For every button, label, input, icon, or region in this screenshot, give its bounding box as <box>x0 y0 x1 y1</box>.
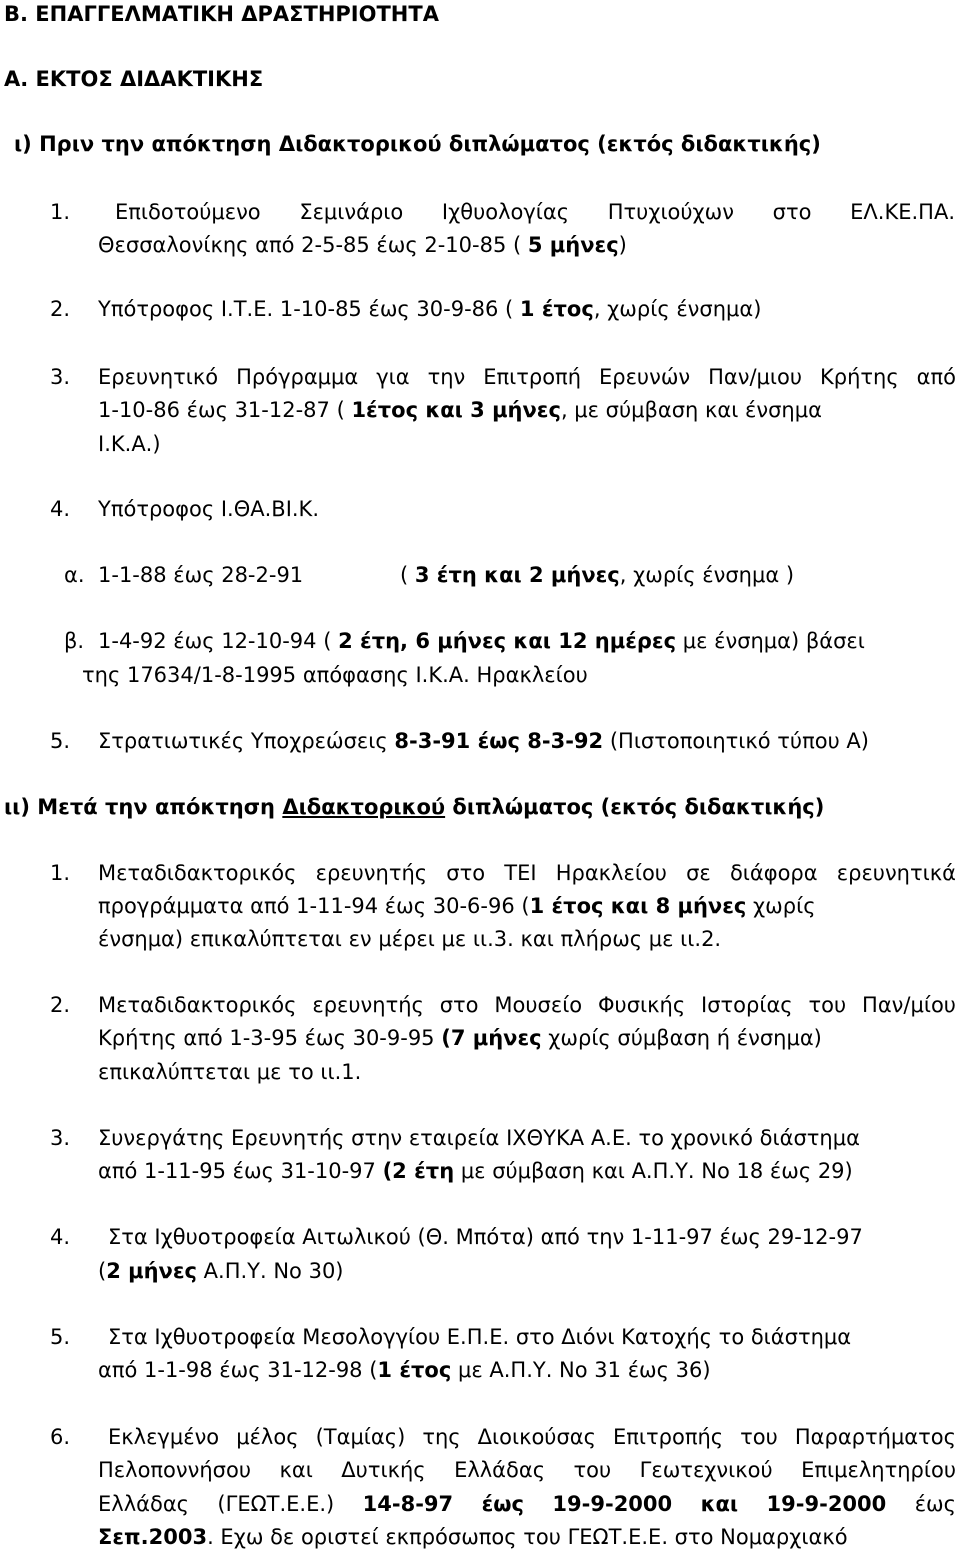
subitem-letter: α. <box>64 563 85 587</box>
item-line: Θεσσαλονίκης από 2-5-85 έως 2-10-85 ( 5 μήνες) <box>98 233 627 257</box>
word: Επιτροπής <box>612 1425 724 1449</box>
word: Γεωτεχνικού <box>639 1458 773 1482</box>
item-line: 1-1-88 έως 28-2-91 <box>98 563 304 587</box>
word: Ερευνών <box>598 365 691 389</box>
item-line: επικαλύπτεται με το ιι.1. <box>98 1060 362 1084</box>
item-number: 1. <box>50 200 71 224</box>
word: Πρόγραμμα <box>236 365 359 389</box>
item-line: 1-4-92 έως 12-10-94 ( 2 έτη, 6 μήνες και 12 ημέρες με ένσημα) βάσει <box>98 629 865 653</box>
section-heading-a: Α. ΕΚΤΟΣ ΔΙΔΑΚΤΙΚΗΣ <box>4 67 264 91</box>
word: Παν/μιου <box>708 365 803 389</box>
item-line: Συνεργάτης Ερευνητής στην εταιρεία ΙΧΘΥΚΑ Α.Ε. το χρονικό διάστημα <box>98 1126 860 1150</box>
item-line <box>98 360 956 394</box>
item-number: 3. <box>50 365 71 389</box>
word: Ιστορίας <box>701 993 793 1017</box>
word: ερευνητικά <box>836 861 956 885</box>
word: μέλος <box>236 1425 299 1449</box>
item-line: της 17634/1-8-1995 απόφασης Ι.Κ.Α. Ηρακλείου <box>82 663 588 687</box>
item-number: 6. <box>50 1425 71 1449</box>
word: του <box>573 1458 612 1482</box>
item-line <box>115 195 955 229</box>
word: Δυτικής <box>341 1458 426 1482</box>
item-line: ( 3 έτη και 2 μήνες, χωρίς ένσημα ) <box>400 563 795 587</box>
word: Ηρακλείου <box>555 861 667 885</box>
word: Εκλεγμένο <box>108 1425 220 1449</box>
item-line <box>98 1487 956 1521</box>
item-line: Στα Ιχθυοτροφεία Αιτωλικού (Θ. Μπότα) από την 1-11-97 έως 29-12-97 <box>108 1225 863 1249</box>
word: Επιδοτούμενο <box>115 200 261 224</box>
word: έως <box>914 1492 956 1516</box>
word: διάφορα <box>729 861 818 885</box>
item-line: Κρήτης από 1-3-95 έως 30-9-95 (7 μήνες χωρίς σύμβαση ή ένσημα) <box>98 1026 822 1050</box>
word: Μεταδιδακτορικός <box>98 993 297 1017</box>
word: Μεταδιδακτορικός <box>98 861 297 885</box>
item-line <box>98 1453 956 1487</box>
word: 19-9-2000 <box>552 1492 673 1516</box>
item-line <box>108 1420 956 1454</box>
word: Σεμινάριο <box>299 200 404 224</box>
word: ερευνητής <box>312 993 424 1017</box>
word: του <box>808 993 847 1017</box>
item-line <box>98 856 956 890</box>
item-line: Υπότροφος Ι.Τ.Ε. 1-10-85 έως 30-9-86 ( 1 έτος, χωρίς ένσημα) <box>98 297 762 321</box>
word: ερευνητής <box>315 861 428 885</box>
item-number: 2. <box>50 297 71 321</box>
word: Πελοποννήσου <box>98 1458 251 1482</box>
item-line: 1-10-86 έως 31-12-87 ( 1έτος και 3 μήνες, με σύμβαση και ένσημα <box>98 398 822 422</box>
word: και <box>700 1492 739 1516</box>
word: Ερευνητικό <box>98 365 219 389</box>
item-line: προγράμματα από 1-11-94 έως 30-6-96 (1 έτος και 8 μήνες χωρίς <box>98 894 816 918</box>
word: Ελλάδας <box>98 1492 189 1516</box>
word: για <box>376 365 410 389</box>
item-line: (2 μήνες Α.Π.Υ. Νο 30) <box>98 1259 344 1283</box>
word: Επιτροπή <box>483 365 582 389</box>
subitem-letter: β. <box>64 629 85 653</box>
item-number: 4. <box>50 497 71 521</box>
word: στο <box>439 993 479 1017</box>
word: Παν/μίου <box>862 993 956 1017</box>
item-line: Σεπ.2003. Εχω δε οριστεί εκπρόσωπος του ΓΕΩΤ.Ε.Ε. στο Νομαρχιακό <box>98 1525 848 1549</box>
word: της <box>422 1425 461 1449</box>
word: 14-8-97 <box>362 1492 454 1516</box>
item-line: από 1-11-95 έως 31-10-97 (2 έτη με σύμβαση και Α.Π.Υ. Νο 18 έως 29) <box>98 1159 853 1183</box>
word: 19-9-2000 <box>766 1492 887 1516</box>
item-number: 4. <box>50 1225 71 1249</box>
item-line: Στα Ιχθυοτροφεία Μεσολογγίου Ε.Π.Ε. στο Διόνι Κατοχής το διάστημα <box>108 1325 852 1349</box>
item-line: από 1-1-98 έως 31-12-98 (1 έτος με Α.Π.Υ. Νο 31 έως 36) <box>98 1358 711 1382</box>
word: του <box>740 1425 778 1449</box>
word: ΕΛ.ΚΕ.ΠΑ. <box>850 200 955 224</box>
word: (ΓΕΩΤ.Ε.Ε.) <box>217 1492 335 1516</box>
item-number: 2. <box>50 993 71 1017</box>
item-number: 1. <box>50 861 71 885</box>
word: Μουσείο <box>494 993 583 1017</box>
item-number: 3. <box>50 1126 71 1150</box>
word: Κρήτης <box>819 365 899 389</box>
subheading-after-doctorate: ιι) Μετά την απόκτηση Διδακτορικού διπλώματος (εκτός διδακτικής) <box>4 795 825 819</box>
word: Επιμελητηρίου <box>801 1458 956 1482</box>
word: Ιχθυολογίας <box>441 200 570 224</box>
word: Φυσικής <box>598 993 686 1017</box>
item-line: Ι.Κ.Α.) <box>98 432 161 456</box>
word: στο <box>446 861 486 885</box>
word: (Ταμίας) <box>315 1425 406 1449</box>
word: Παραρτήματος <box>794 1425 956 1449</box>
word: σε <box>686 861 711 885</box>
item-line <box>98 988 956 1022</box>
word: Ελλάδας <box>454 1458 546 1482</box>
word: στο <box>772 200 812 224</box>
item-line: Στρατιωτικές Υποχρεώσεις 8-3-91 έως 8-3-92 (Πιστοποιητικό τύπου Α) <box>98 729 869 753</box>
word: την <box>427 365 466 389</box>
word: Πτυχιούχων <box>607 200 735 224</box>
word: από <box>916 365 956 389</box>
item-line: Υπότροφος Ι.ΘΑ.ΒΙ.Κ. <box>98 497 320 521</box>
section-heading-b: Β. ΕΠΑΓΓΕΛΜΑΤΙΚΗ ΔΡΑΣΤΗΡΙΟΤΗΤΑ <box>4 2 439 26</box>
item-number: 5. <box>50 729 71 753</box>
word: Διοικούσας <box>477 1425 596 1449</box>
item-number: 5. <box>50 1325 71 1349</box>
word: ΤΕΙ <box>504 861 537 885</box>
subheading-before-doctorate: ι) Πριν την απόκτηση Διδακτορικού διπλώματος (εκτός διδακτικής) <box>14 132 821 156</box>
item-line: ένσημα) επικαλύπτεται εν μέρει με ιι.3. και πλήρως με ιι.2. <box>98 927 722 951</box>
word: και <box>279 1458 313 1482</box>
word: έως <box>481 1492 524 1516</box>
